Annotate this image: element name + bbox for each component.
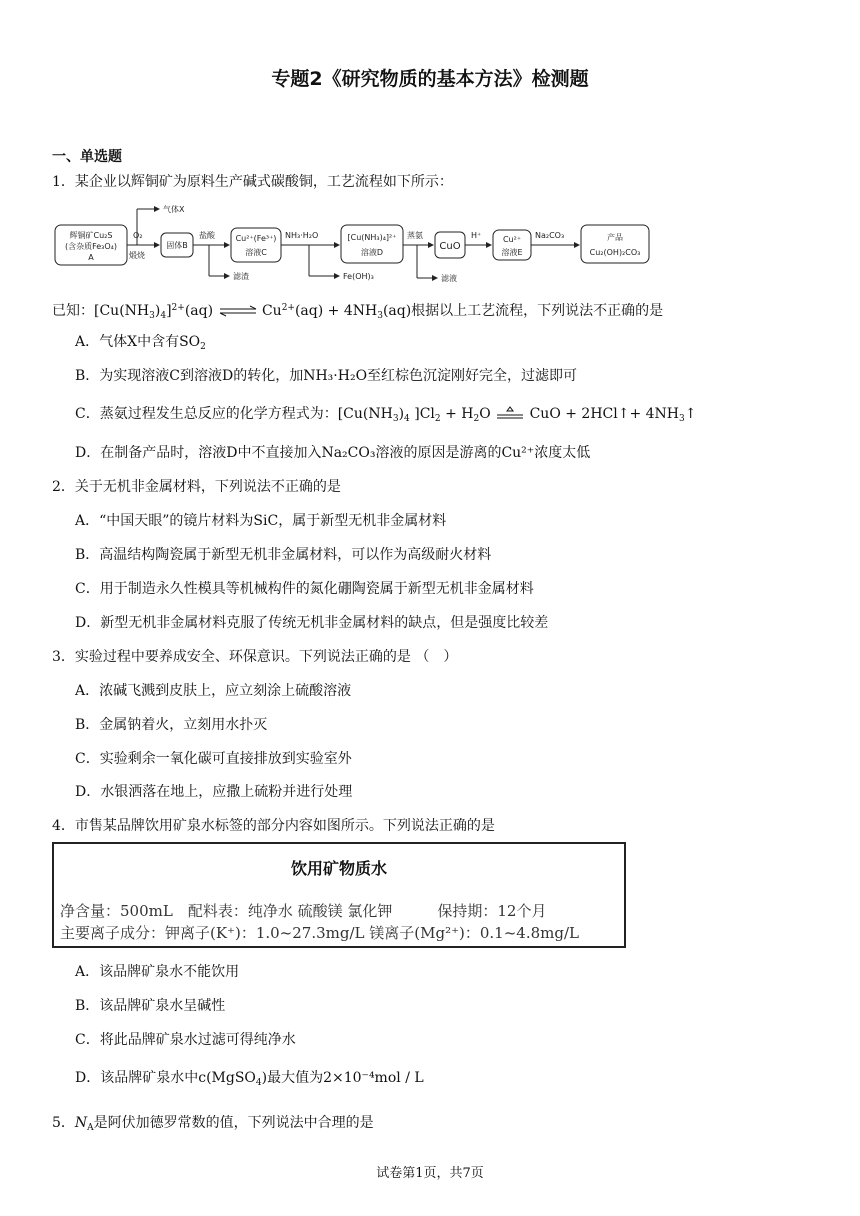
q3-stem: 3．实验过程中要养成安全、环保意识。下列说法正确的是 （ ） xyxy=(52,649,458,665)
label-line-1: 净含量：500mL 配料表：纯净水 硫酸镁 氯化钾 保持期：12个月 xyxy=(60,902,547,920)
svg-text:Cu²⁺: Cu²⁺ xyxy=(502,235,522,244)
q2-option-c[interactable]: C．用于制造永久性模具等机械构件的氮化硼陶瓷属于新型无机非金属材料 xyxy=(75,581,534,597)
box-d xyxy=(341,225,403,263)
svg-text:Fe(OH)₃: Fe(OH)₃ xyxy=(343,272,374,281)
svg-text:Cu₂(OH)₂CO₃: Cu₂(OH)₂CO₃ xyxy=(589,248,641,257)
q3-option-a[interactable]: A．浓碱飞溅到皮肤上，应立刻涂上硫酸溶液 xyxy=(75,683,352,699)
q3-option-c[interactable]: C．实验剩余一氧化碳可直接排放到实验室外 xyxy=(75,751,352,767)
mineral-water-label xyxy=(52,842,626,948)
page-title: 专题2《研究物质的基本方法》检测题 xyxy=(271,68,589,90)
q1-known: 已知：$[Cu(NH_3)_4]^{2+}(aq) Cu^{2+}(aq) + 4NH_3(aq)$根据以上工艺流程，下列说法不正确的是 xyxy=(52,303,664,321)
box-product xyxy=(581,225,649,263)
process-flow-diagram xyxy=(53,200,653,288)
svg-text:[Cu(NH₃)₄]²⁺: [Cu(NH₃)₄]²⁺ xyxy=(347,233,397,242)
svg-text:辉铜矿Cu₂S: 辉铜矿Cu₂S xyxy=(69,231,113,240)
q4-option-d[interactable]: D．该品牌矿泉水中c(MgSO$_4$)最大值为2×10⁻⁴mol / L xyxy=(75,1070,424,1088)
q4-option-a[interactable]: A．该品牌矿泉水不能饮用 xyxy=(75,964,240,980)
q3-option-b[interactable]: B．金属钠着火，立刻用水扑灭 xyxy=(75,717,268,733)
q5-stem: 5．$N_A$是阿伏加德罗常数的值，下列说法中合理的是 xyxy=(52,1115,374,1133)
svg-text:O₂: O₂ xyxy=(133,231,143,240)
svg-text:固体B: 固体B xyxy=(166,241,188,250)
page-footer: 试卷第1页，共7页 xyxy=(376,1166,484,1181)
q4-stem: 4．市售某品牌饮用矿泉水标签的部分内容如图所示。下列说法正确的是 xyxy=(52,818,495,834)
svg-text:滤液: 滤液 xyxy=(441,274,457,283)
svg-text:煅烧: 煅烧 xyxy=(129,251,145,260)
svg-text:Cu²⁺(Fe³⁺): Cu²⁺(Fe³⁺) xyxy=(235,234,277,243)
q4-option-c[interactable]: C．将此品牌矿泉水过滤可得纯净水 xyxy=(75,1032,296,1048)
q1-option-a[interactable]: A．气体X中含有$SO_2$ xyxy=(75,334,206,352)
q1-option-d[interactable]: D．在制备产品时，溶液D中不直接加入Na₂CO₃溶液的原因是游离的Cu²⁺浓度太低 xyxy=(75,445,591,461)
svg-text:溶液E: 溶液E xyxy=(501,248,523,257)
q2-option-a[interactable]: A．“中国天眼”的镜片材料为SiC，属于新型无机非金属材料 xyxy=(75,513,447,529)
svg-text:蒸氨: 蒸氨 xyxy=(407,231,423,240)
q2-stem: 2．关于无机非金属材料，下列说法不正确的是 xyxy=(52,479,341,495)
svg-text:Na₂CO₃: Na₂CO₃ xyxy=(535,231,565,240)
svg-text:(含杂质Fe₃O₄): (含杂质Fe₃O₄) xyxy=(64,242,118,251)
svg-text:滤渣: 滤渣 xyxy=(233,272,249,281)
svg-text:盐酸: 盐酸 xyxy=(199,231,215,240)
q2-option-b[interactable]: B．高温结构陶瓷属于新型无机非金属材料，可以作为高级耐火材料 xyxy=(75,547,492,563)
q2-option-d[interactable]: D．新型无机非金属材料克服了传统无机非金属材料的缺点，但是强度比较差 xyxy=(75,615,549,631)
q1-option-b[interactable]: B．为实现溶液C到溶液D的转化，加NH₃·H₂O至红棕色沉淀刚好完全，过滤即可 xyxy=(75,368,578,384)
svg-text:H⁺: H⁺ xyxy=(471,231,482,240)
heat-equals-icon xyxy=(495,406,525,422)
q1-option-c[interactable]: C．蒸氨过程发生总反应的化学方程式为：[$Cu(NH_3)_4$ ]$Cl_2 + H_2O$ CuO + 2HCl↑+ $4NH_3↑$ xyxy=(75,406,697,424)
svg-text:产品: 产品 xyxy=(607,233,623,242)
q3-option-d[interactable]: D．水银洒落在地上，应撒上硫粉并进行处理 xyxy=(75,784,353,800)
q4-option-b[interactable]: B．该品牌矿泉水呈碱性 xyxy=(75,998,226,1014)
svg-text:CuO: CuO xyxy=(439,241,461,252)
section-heading: 一、单选题 xyxy=(52,149,122,165)
svg-text:溶液D: 溶液D xyxy=(360,248,384,257)
q1-stem: 1．某企业以辉铜矿为原料生产碱式碳酸铜，工艺流程如下所示： xyxy=(52,174,453,190)
equilibrium-arrow-icon xyxy=(218,305,258,317)
svg-text:NH₃·H₂O: NH₃·H₂O xyxy=(285,231,319,240)
svg-text:A: A xyxy=(88,253,94,262)
svg-text:溶液C: 溶液C xyxy=(245,248,267,257)
label-line-2: 主要离子成分：钾离子(K⁺)：1.0~27.3mg/L 镁离子(Mg²⁺)：0.1~4.8mg/L xyxy=(60,924,579,942)
svg-text:气体X: 气体X xyxy=(163,205,185,214)
label-title: 饮用矿物质水 xyxy=(290,859,387,878)
